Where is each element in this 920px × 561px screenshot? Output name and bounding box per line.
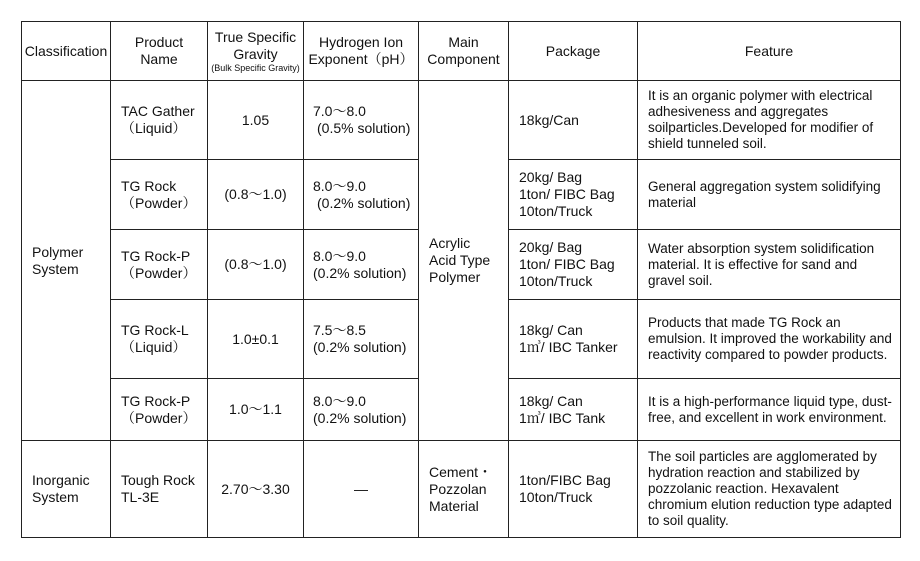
header-product-name: Product Name [111, 22, 208, 81]
package-value: 18kg/ Can 1㎥/ IBC Tanker [509, 300, 638, 379]
product-name: TG Rock-L （Liquid） [111, 300, 208, 379]
package-value: 1ton/FIBC Bag 10ton/Truck [509, 441, 638, 538]
feature-text: Water absorption system solidification material. It is effective for sand and gravel soil. [638, 230, 901, 300]
table-row [22, 81, 901, 160]
table-row [22, 441, 901, 538]
feature-text: The soil particles are agglomerated by hydration reaction and stabilized by pozzolanic reaction. Hexavalent chromium elution reduction type adapted to soil quality. [638, 441, 901, 538]
header-ph: Hydrogen Ion Exponent（pH） [304, 22, 419, 81]
package-value: 20kg/ Bag 1ton/ FIBC Bag 10ton/Truck [509, 230, 638, 300]
feature-text: General aggregation system solidifying material [638, 160, 901, 230]
group-polymer-system: Polymer System [22, 81, 111, 441]
ph-value: 7.5～8.5 (0.2% solution) [304, 300, 419, 379]
product-name: TG Rock-P （Powder） [111, 230, 208, 300]
group-inorganic-system: Inorganic System [22, 441, 111, 538]
feature-text: It is a high-performance liquid type, dust-free, and excellent in work environment. [638, 379, 901, 441]
gravity-value: (0.8～1.0) [208, 230, 304, 300]
gravity-value: 2.70～3.30 [208, 441, 304, 538]
package-value: 18kg/ Can 1㎥/ IBC Tank [509, 379, 638, 441]
product-name: TAC Gather （Liquid） [111, 81, 208, 160]
product-spec-table [21, 21, 901, 538]
ph-value: 8.0～9.0 (0.2% solution) [304, 160, 419, 230]
gravity-value: 1.0±0.1 [208, 300, 304, 379]
component-cement-pozzolan: Cement・ Pozzolan Material [419, 441, 509, 538]
product-name: Tough Rock TL-3E [111, 441, 208, 538]
package-value: 18kg/Can [509, 81, 638, 160]
ph-value: 8.0～9.0 (0.2% solution) [304, 230, 419, 300]
header-gravity: True Specific Gravity (Bulk Specific Gravity) [208, 22, 304, 81]
header-gravity-sub: (Bulk Specific Gravity) [211, 63, 300, 73]
product-name: TG Rock-P （Powder） [111, 379, 208, 441]
feature-text: Products that made TG Rock an emulsion. It improved the workability and reactivity compared to powder products. [638, 300, 901, 379]
ph-value: 7.0～8.0 (0.5% solution) [304, 81, 419, 160]
ph-value: 8.0～9.0 (0.2% solution) [304, 379, 419, 441]
gravity-value: (0.8～1.0) [208, 160, 304, 230]
gravity-value: 1.0～1.1 [208, 379, 304, 441]
gravity-value: 1.05 [208, 81, 304, 160]
feature-text: It is an organic polymer with electrical adhesiveness and aggregates soilparticles.Developed for modifier of shield tunneled soil. [638, 81, 901, 160]
component-acrylic: Acrylic Acid Type Polymer [419, 81, 509, 441]
ph-value: — [304, 441, 419, 538]
package-value: 20kg/ Bag 1ton/ FIBC Bag 10ton/Truck [509, 160, 638, 230]
header-package: Package [509, 22, 638, 81]
header-component: Main Component [419, 22, 509, 81]
product-name: TG Rock （Powder） [111, 160, 208, 230]
header-classification: Classification [22, 22, 111, 81]
header-feature: Feature [638, 22, 901, 81]
header-row [22, 22, 901, 81]
